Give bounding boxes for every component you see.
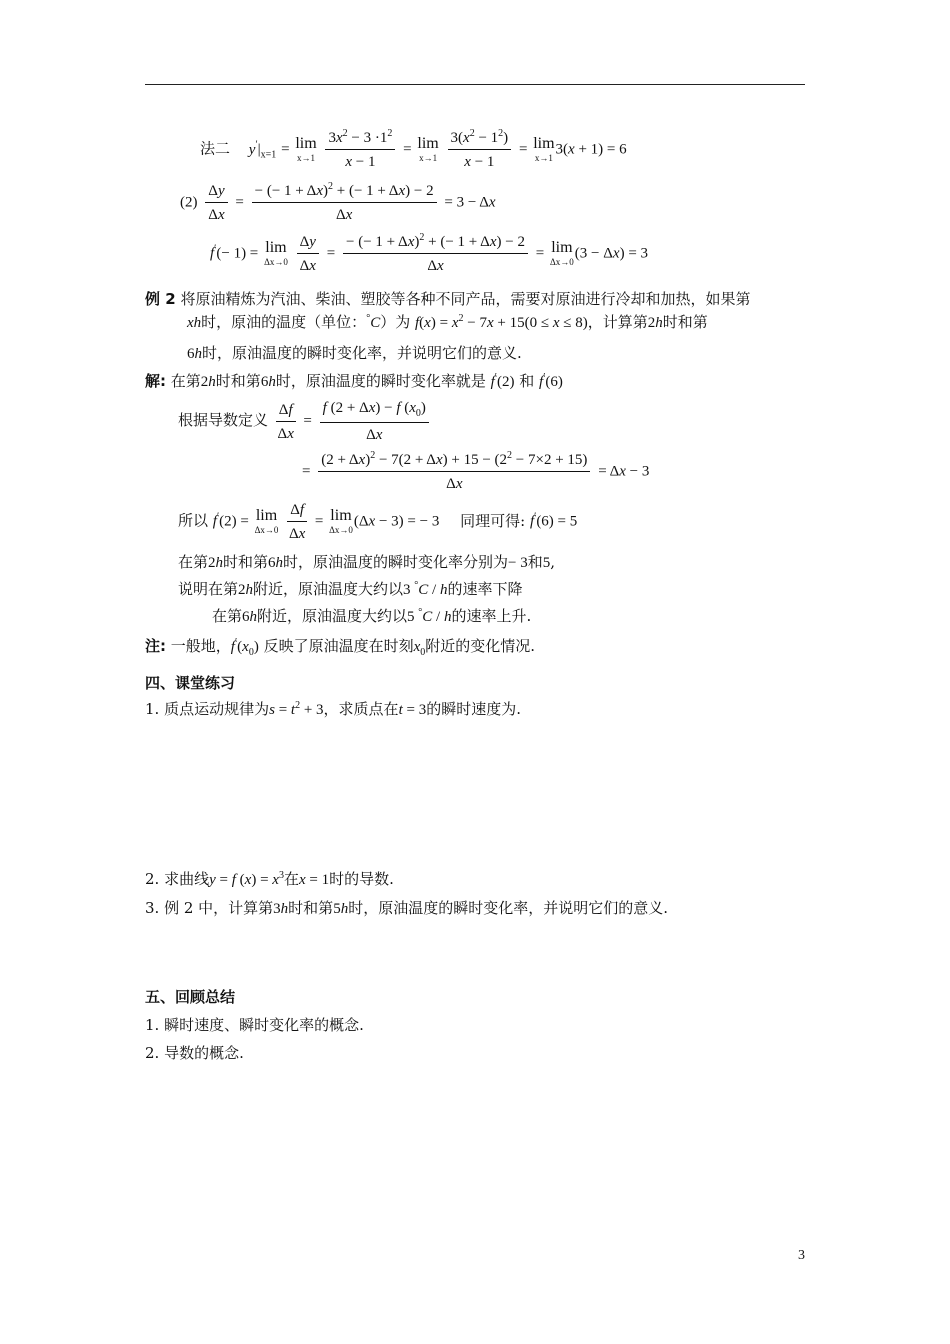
- solution-expansion: = $\frac{(2 + \Delta x)^2 - 7(2 + \Delta x) + 15 - (2^2 - 7\times 2 + 15)}{\Delta x}$ = Δx − 3: [302, 450, 650, 492]
- solution-label: 解:: [145, 372, 166, 390]
- part2-label: (2): [180, 194, 198, 211]
- summary-item-1: 1. 瞬时速度、瞬时变化率的概念.: [145, 1016, 364, 1034]
- part2-line1: (2) $\frac{\Delta y}{\Delta x}$ = $\frac{- (- 1 + \Delta x)^2 + (- 1 + \Delta x) - 2}{\Delta x}$ = 3 − Δx: [180, 181, 496, 223]
- example2-line2: xh时，原油的温度（单位：°C）为 $f(x) = x^2 - 7x + 15(0 \le x \le 8)$，计算第2h时和第: [187, 313, 708, 331]
- exercise3: 3. 例 2 中，计算第3h时和第5h时，原油温度的瞬时变化率，并说明它们的意义.: [145, 899, 668, 917]
- method2-line: 法二 $y'|_{x=1}$ = lim x→1 $\frac{3x^2 - 3 \cdot 1^2}{x - 1}$ = lim x→1 $\frac{3(x^2 - 1^2)}{x - 1}$ = lim x→1 3(x + 1) = 6: [200, 128, 627, 170]
- page-number: 3: [798, 1248, 805, 1263]
- section4-title: 四、课堂练习: [145, 674, 236, 692]
- section5-title: 五、回顾总结: [145, 988, 236, 1006]
- part2-line2: f′(− 1) = lim Δx→0 $\frac{\Delta y}{\Delta x}$ = $\frac{- (- 1 + \Delta x)^2 + (- 1 + \Delta x) - 2}{\Delta x}$ = lim Δx→0 (3 − Δx) = 3: [210, 232, 649, 274]
- header-rule: [145, 84, 805, 85]
- exercise2: 2. 求曲线y = f $(x) = x^3$在x = 1时的导数.: [145, 870, 394, 888]
- example2-line1: [145, 290, 750, 308]
- method2-label: 法二: [200, 139, 231, 158]
- solution-line1: 解: 在第2h时和第6h时，原油温度的瞬时变化率就是 f′(2) 和 f′(6): [145, 372, 563, 390]
- solution-limit: 所以 f′(2) = lim Δx→0 $\frac{\Delta f}{\Delta x}$ = lim Δx→0 (Δx − 3) = − 3 同理可得: f′(6) = 5: [178, 502, 578, 542]
- note-label: 注:: [145, 637, 166, 655]
- note-line: 注: 一般地，$f'(x_0)$ 反映了原油温度在时刻$x_0$附近的变化情况.: [145, 637, 536, 658]
- solution-conclusion3: 在第6h附近，原油温度大约以5 °C / h的速率上升.: [212, 607, 532, 625]
- example2-label: 例 2: [145, 290, 176, 308]
- example2-line3: 6h时，原油温度的瞬时变化率，并说明它们的意义.: [187, 344, 522, 362]
- summary-item-2: 2. 导数的概念.: [145, 1044, 244, 1062]
- solution-conclusion1: 在第2h时和第6h时，原油温度的瞬时变化率分别为− 3和5,: [178, 553, 556, 571]
- exercise1: 1. 质点运动规律为$s = t^2 + 3$，求质点在t = 3的瞬时速度为.: [145, 700, 521, 718]
- example2-text1: 将原油精炼为汽油、柴油、塑胶等各种不同产品，需要对原油进行冷却和加热，如果第: [180, 290, 751, 308]
- solution-conclusion2: 说明在第2h附近，原油温度大约以3 °C / h的速率下降: [178, 580, 523, 598]
- solution-derivative-def: 根据导数定义 $\frac{\Delta f}{\Delta x}$ = $\frac{f (2 + \Delta x) - f (x_0)}{\Delta x}$: [178, 398, 432, 444]
